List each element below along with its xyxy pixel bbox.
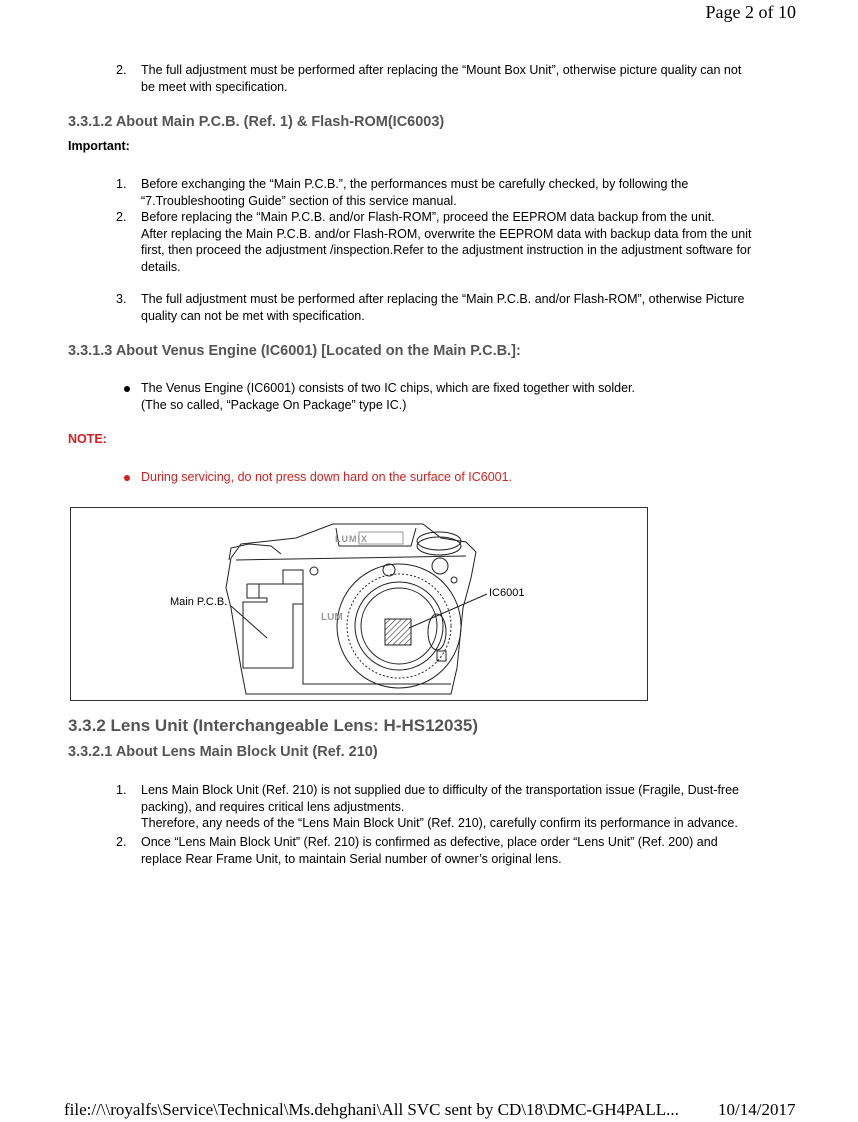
list-item-text [141, 834, 718, 867]
note-bullet-dot [124, 475, 130, 481]
leader-main-pcb [231, 606, 267, 638]
text-line: first, then proceed the adjustment /inspection.Refer to the adjustment instruction in the adjustment software for [141, 243, 752, 257]
bullet-dot [124, 386, 130, 392]
list-item-number: 2. [116, 210, 127, 224]
text-line: Once “Lens Main Block Unit” (Ref. 210) is confirmed as defective, place order “Lens Unit” (Ref. 200) and [141, 835, 718, 849]
text-line: The Venus Engine (IC6001) consists of two IC chips, which are fixed together with solder. [141, 381, 636, 395]
text-line: details. [141, 259, 181, 274]
list-item-text [141, 291, 745, 324]
camera-figure [70, 507, 648, 701]
text-line: After replacing the Main P.C.B. and/or Flash-ROM, overwrite the EEPROM data with backup data from the unit [141, 226, 752, 241]
camera-body-outline [226, 552, 476, 694]
intro-item-text [141, 62, 741, 95]
footer-file-path: file://\\royalfs\Service\Technical\Ms.dehghani\All SVC sent by CD\18\DMC-GH4PALL... [64, 1100, 679, 1119]
text-line: packing), and requires critical lens adjustments. [141, 799, 405, 814]
mount-text: LUM [321, 612, 343, 623]
list-item-text [141, 782, 739, 832]
footer-date: 10/14/2017 [718, 1100, 796, 1119]
page-number: Page 2 of 10 [705, 2, 796, 22]
text-line: Therefore, any needs of the “Lens Main Block Unit” (Ref. 210), carefully confirm its performance in advance. [141, 816, 738, 830]
text-line: Before replacing the “Main P.C.B. and/or Flash-ROM”, proceed the EEPROM data backup from the unit. [141, 210, 715, 224]
text-line: The full adjustment must be performed after replacing the “Mount Box Unit”, otherwise picture quality can not [141, 63, 742, 77]
section-heading-3312: 3.3.1.2 About Main P.C.B. (Ref. 1) & Flash-ROM(IC6003) [68, 114, 445, 130]
list-item-number: 3. [116, 292, 127, 306]
list-item-text [141, 176, 688, 209]
text-line: Before exchanging the “Main P.C.B.”, the performances must be carefully checked, by following the [141, 177, 689, 191]
ic6001-chip [385, 619, 411, 645]
note-text: During servicing, do not press down hard on the surface of IC6001. [141, 470, 513, 484]
leader-ic6001 [409, 594, 487, 628]
list-item-text [141, 209, 751, 275]
left-dial [229, 544, 281, 560]
list-item-number: 1. [116, 783, 127, 797]
mode-button [432, 558, 448, 574]
intro-item-number: 2. [116, 63, 127, 77]
brand-logo: LUMIX [335, 534, 368, 544]
bullet-text [141, 380, 635, 413]
text-line: Lens Main Block Unit (Ref. 210) is not supplied due to difficulty of the transportation issue (Fragile, Dust-free [141, 783, 739, 797]
text-line: quality can not be met with specification. [141, 308, 365, 323]
note-label: NOTE: [68, 432, 107, 446]
section-heading-3313: 3.3.1.3 About Venus Engine (IC6001) [Located on the Main P.C.B.]: [68, 343, 521, 359]
right-dial [417, 537, 461, 555]
main-pcb-outline [243, 584, 303, 668]
main-pcb-label: Main P.C.B. [170, 596, 228, 608]
important-label: Important: [68, 139, 130, 153]
text-line: “7.Troubleshooting Guide” section of this service manual. [141, 193, 457, 208]
ic6001-label: IC6001 [489, 587, 525, 599]
text-line: (The so called, “Package On Package” type IC.) [141, 397, 407, 412]
text-line: The full adjustment must be performed after replacing the “Main P.C.B. and/or Flash-ROM”, otherwise Picture [141, 292, 745, 306]
list-item-number: 1. [116, 177, 127, 191]
section-heading-3321: 3.3.2.1 About Lens Main Block Unit (Ref. 210) [68, 744, 378, 760]
list-item-number: 2. [116, 835, 127, 849]
top-button [310, 567, 318, 575]
section-heading-332: 3.3.2 Lens Unit (Interchangeable Lens: H-HS12035) [68, 716, 479, 735]
text-line: be meet with specification. [141, 79, 288, 94]
text-line: replace Rear Frame Unit, to maintain Serial number of owner’s original lens. [141, 851, 562, 866]
